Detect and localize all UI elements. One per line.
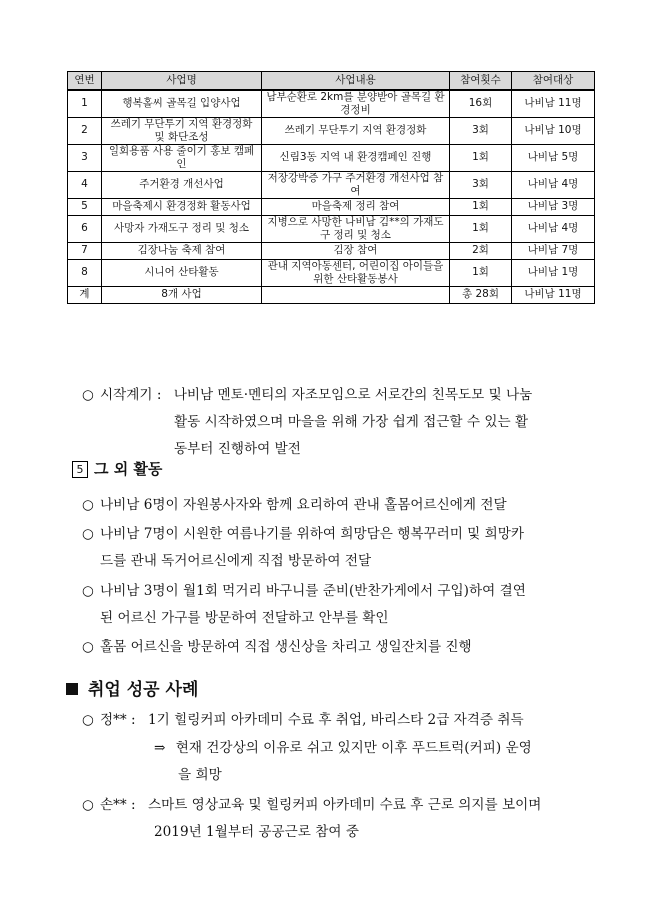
table-row xyxy=(68,144,595,171)
section-5-heading xyxy=(72,458,162,479)
motive-text-1: 나비남 멘토·멘티의 자조모임으로 서로간의 친목도모 및 나눔 xyxy=(173,387,533,403)
bullet: ○ xyxy=(82,526,94,542)
header-no: 연번 xyxy=(68,72,102,90)
cell-content: 관내 지역아동센터, 어린이집 아이들을 위한 산타활동봉사 xyxy=(262,259,450,286)
cell-count: 2회 xyxy=(450,242,512,259)
bullet: ○ xyxy=(82,639,94,655)
motive-text-3: 동부터 진행하여 발전 xyxy=(174,441,301,457)
case-2-name: 손** : xyxy=(100,797,136,813)
header-count: 참여횟수 xyxy=(450,72,512,90)
case-1-line-2 xyxy=(154,736,532,761)
case-1-line-1 xyxy=(82,708,524,733)
table-row xyxy=(68,171,595,198)
cell-count: 1회 xyxy=(450,259,512,286)
cell-content: 김장 참여 xyxy=(262,242,450,259)
table-header-row xyxy=(68,72,595,90)
cell-content: 저장강박증 가구 주거환경 개선사업 참여 xyxy=(262,171,450,198)
cell-count: 3회 xyxy=(450,171,512,198)
cell-target: 나비남 4명 xyxy=(512,171,595,198)
case-1-text-2: 현재 건강상의 이유로 쉬고 있지만 이후 푸드트럭(커피) 운영 xyxy=(175,740,532,756)
cell-content: 쓰레기 무단투기 지역 환경정화 xyxy=(262,117,450,144)
cell-count: 16회 xyxy=(450,90,512,118)
section-number: 5 xyxy=(72,461,88,478)
cell-target: 나비남 10명 xyxy=(512,117,595,144)
cell-no: 1 xyxy=(68,90,102,118)
total-label: 계 xyxy=(68,286,102,303)
section-title: 그 외 활동 xyxy=(94,460,163,478)
cell-target: 나비남 1명 xyxy=(512,259,595,286)
case-1-name: 정** : xyxy=(100,712,136,728)
item-text-continued: 드를 관내 독거어르신에게 직접 방문하여 전달 xyxy=(100,553,372,569)
success-heading xyxy=(66,675,198,700)
case-1-text-1: 1기 힐링커피 아카데미 수료 후 취업, 바리스타 2급 자격증 취득 xyxy=(147,712,524,728)
cell-content: 신림3동 지역 내 환경캠페인 진행 xyxy=(262,144,450,171)
cell-name: 시니어 산타활동 xyxy=(102,259,262,286)
bullet: ○ xyxy=(82,497,94,513)
item-text: 나비남 6명이 자원봉사자와 함께 요리하여 관내 홀몸어르신에게 전달 xyxy=(100,497,507,513)
arrow-icon: ⇒ xyxy=(154,740,166,756)
motive-label: 시작계기 : xyxy=(100,387,162,403)
bullet: ○ xyxy=(82,387,94,403)
list-item xyxy=(82,522,524,547)
item-text: 홀몸 어르신을 방문하여 직접 생신상을 차리고 생일잔치를 진행 xyxy=(100,639,472,655)
cell-content: 마을축제 정리 참여 xyxy=(262,198,450,215)
bullet: ○ xyxy=(82,797,94,813)
cell-count: 1회 xyxy=(450,198,512,215)
header-target: 참여대상 xyxy=(512,72,595,90)
motive-text-2: 활동 시작하였으며 마을을 위해 가장 쉽게 접근할 수 있는 활 xyxy=(174,414,529,430)
cell-target: 나비남 3명 xyxy=(512,198,595,215)
cell-target: 나비남 11명 xyxy=(512,90,595,118)
item-text: 나비남 7명이 시원한 여름나기를 위하여 희망담은 행복꾸러미 및 희망카 xyxy=(100,526,525,542)
table-total-row xyxy=(68,286,595,303)
cell-target: 나비남 7명 xyxy=(512,242,595,259)
cell-no: 2 xyxy=(68,117,102,144)
cell-name: 마을축제시 환경정화 활동사업 xyxy=(102,198,262,215)
cell-name: 주거환경 개선사업 xyxy=(102,171,262,198)
header-content: 사업내용 xyxy=(262,72,450,90)
cell-name: 사망자 가재도구 정리 및 청소 xyxy=(102,215,262,242)
cell-content: 지병으로 사망한 나비남 김**의 가재도구 정리 및 청소 xyxy=(262,215,450,242)
cell-no: 3 xyxy=(68,144,102,171)
cell-target: 나비남 4명 xyxy=(512,215,595,242)
cell-count: 1회 xyxy=(450,215,512,242)
cell-count: 3회 xyxy=(450,117,512,144)
total-name: 8개 사업 xyxy=(102,286,262,303)
case-2-line-1 xyxy=(82,793,541,818)
cell-no: 7 xyxy=(68,242,102,259)
table-row xyxy=(68,117,595,144)
case-2-text-1: 스마트 영상교육 및 힐링커피 아카데미 수료 후 근로 의지를 보이며 xyxy=(147,797,542,813)
table-row xyxy=(68,215,595,242)
list-item xyxy=(82,635,472,660)
total-count: 총 28회 xyxy=(450,286,512,303)
cell-count: 1회 xyxy=(450,144,512,171)
success-title: 취업 성공 사례 xyxy=(88,680,199,700)
motive-line-1 xyxy=(82,383,532,408)
cell-target: 나비남 5명 xyxy=(512,144,595,171)
item-text-continued: 된 어르신 가구를 방문하여 전달하고 안부를 확인 xyxy=(100,610,389,626)
bullet: ○ xyxy=(82,583,94,599)
case-1-text-3: 을 희망 xyxy=(178,767,222,783)
activity-table xyxy=(67,71,595,304)
list-item xyxy=(82,579,526,604)
square-bullet-icon xyxy=(66,683,78,695)
cell-no: 8 xyxy=(68,259,102,286)
cell-no: 4 xyxy=(68,171,102,198)
header-name: 사업명 xyxy=(102,72,262,90)
cell-name: 김장나눔 축제 참여 xyxy=(102,242,262,259)
table-row xyxy=(68,90,595,118)
table-row xyxy=(68,242,595,259)
bullet: ○ xyxy=(82,712,94,728)
item-text: 나비남 3명이 월1회 먹거리 바구니를 준비(반찬가게에서 구입)하여 결연 xyxy=(100,583,526,599)
case-2-text-2: 2019년 1월부터 공공근로 참여 중 xyxy=(154,824,359,840)
cell-name: 쓰레기 무단투기 지역 환경정화 및 화단조성 xyxy=(102,117,262,144)
cell-name: 행복홀씨 골목길 입양사업 xyxy=(102,90,262,118)
total-content xyxy=(262,286,450,303)
cell-content: 남부순환로 2km를 분양받아 골목길 환경정비 xyxy=(262,90,450,118)
table-row xyxy=(68,198,595,215)
cell-no: 5 xyxy=(68,198,102,215)
table-row xyxy=(68,259,595,286)
list-item xyxy=(82,493,507,518)
cell-name: 일회용품 사용 줄이기 홍보 캠페인 xyxy=(102,144,262,171)
total-target: 나비남 11명 xyxy=(512,286,595,303)
cell-no: 6 xyxy=(68,215,102,242)
